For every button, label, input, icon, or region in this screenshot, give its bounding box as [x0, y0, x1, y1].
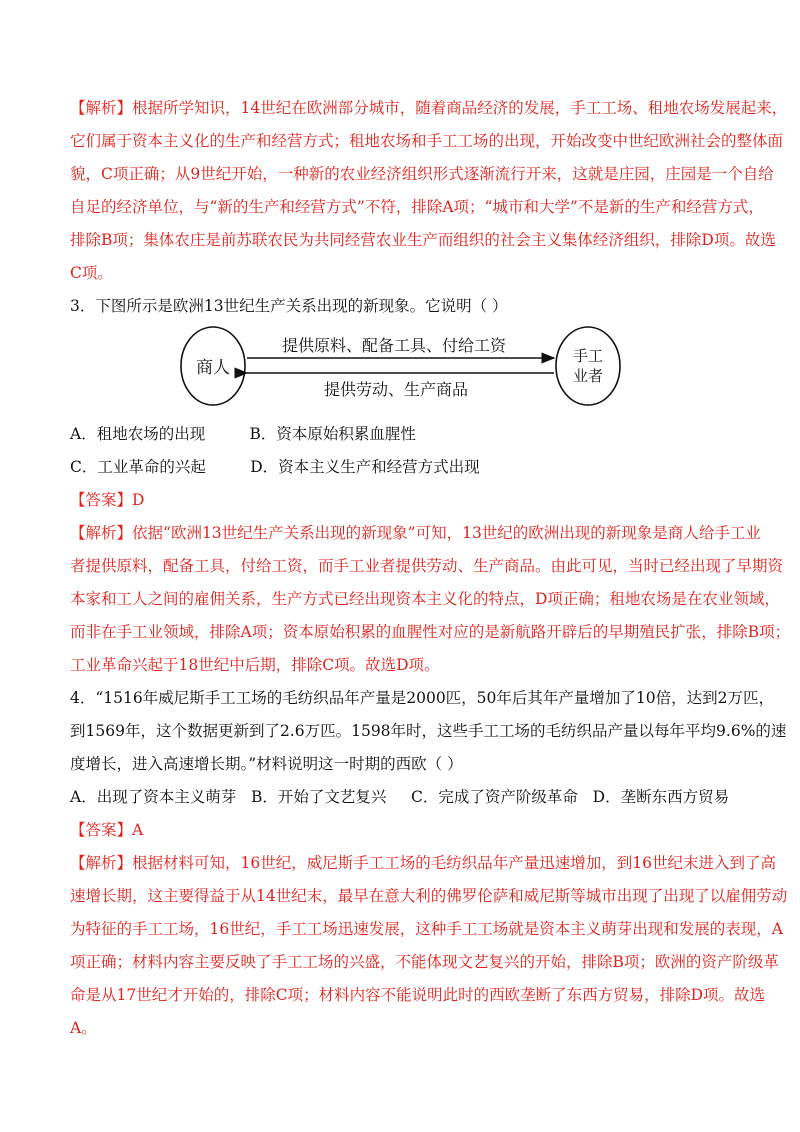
options-row: A．出现了资本主义萌芽 B．开始了文艺复兴 C．完成了资产阶级革命 D．垄断东西方贸易: [70, 788, 730, 806]
answer-value: D: [132, 491, 145, 509]
craftsman-label-line1: 手工: [572, 347, 604, 365]
question-stem: 3．下图所示是欧洲13世纪生产关系出现的新现象。它说明（ ）: [70, 297, 508, 315]
analysis-text-line: 速增长期，这主要得益于从14世纪末，最早在意大利的佛罗伦萨和威尼斯等城市出现了出现了以雇佣劳动: [70, 887, 788, 905]
question-stem-line: 度增长，进入高速增长期。”材料说明这一时期的西欧（ ）: [70, 755, 463, 773]
question-4-answer: [70, 814, 738, 847]
document-page: [70, 92, 791, 1045]
analysis-text-line: 者提供原料，配备工具，付给工资，而手工业者提供劳动、生产商品。由此可见，当时已经出现了早期资: [70, 557, 784, 575]
question-4: [70, 682, 787, 781]
question-3: [70, 290, 738, 323]
merchant-label: 商人: [196, 358, 230, 378]
relation-diagram-svg: [70, 325, 738, 425]
analysis-tag: 【解析】: [70, 854, 133, 872]
analysis-text-line: 自足的经济单位，与“新的生产和经营方式”不符，排除A项；“城市和大学”不是新的生产和经营方式，: [70, 198, 764, 216]
bottom-arrow-label: 提供劳动、生产商品: [323, 380, 469, 399]
analysis-text-line: 排除B项；集体农庄是前苏联农民为共同经营农业生产而组织的社会主义集体经济组织，排除D项。故选: [70, 231, 776, 249]
analysis-text-line: 它们属于资本主义化的生产和经营方式；租地农场和手工工场的出现，开始改变中世纪欧洲社会的整体面: [70, 132, 784, 150]
analysis-text-line: 根据所学知识，14世纪在欧洲部分城市，随着商品经济的发展，手工工场、租地农场发展起来，: [132, 99, 788, 117]
analysis-text-line: 貌，C项正确；从9世纪开始，一种新的农业经济组织形式逐渐流行开来，这就是庄园，庄园是一个自给: [70, 165, 774, 183]
analysis-text-line: 工业革命兴起于18世纪中后期，排除C项。故选D项。: [70, 656, 440, 674]
question-3-analysis: [70, 517, 791, 682]
options-row: A．租地农场的出现 B．资本原始积累血腥性: [70, 425, 416, 443]
relation-diagram: [70, 325, 738, 425]
prev-analysis: [70, 92, 788, 290]
top-arrow-label: 提供原料、配备工具、付给工资: [281, 336, 507, 355]
analysis-text-line: 为特征的手工工场，16世纪，手工工场迅速发展，这种手工工场就是资本主义萌芽出现和发展的表现，A: [70, 920, 783, 938]
analysis-text-line: A。: [70, 1019, 97, 1037]
analysis-tag: 【解析】: [70, 524, 133, 542]
analysis-text-line: 项正确；材料内容主要反映了手工工场的兴盛，不能体现文艺复兴的开始，排除B项；欧洲的资产阶级革: [70, 953, 779, 971]
question-3-options: [70, 418, 738, 484]
analysis-text-line: 根据材料可知，16世纪，威尼斯手工工场的毛纺织品年产量迅速增加，到16世纪末进入到了高: [132, 854, 776, 872]
craftsman-label-line2: 业者: [572, 367, 604, 385]
question-4-options: [70, 781, 738, 814]
options-row: C．工业革命的兴起 D．资本主义生产和经营方式出现: [70, 458, 480, 476]
answer-value: A: [132, 821, 144, 839]
craftsman-node: [556, 327, 620, 405]
analysis-text-line: 而非在手工业领域，排除A项；资本原始积累的血腥性对应的是新航路开辟后的早期殖民扩张，排除B项；: [70, 623, 791, 641]
question-3-answer: [70, 484, 738, 517]
analysis-text-line: 命是从17世纪才开始的，排除C项；材料内容不能说明此时的西欧垄断了东西方贸易，排除D项。故选: [70, 986, 766, 1004]
answer-tag: 【答案】: [70, 821, 133, 839]
analysis-text-line: 本家和工人之间的雇佣关系，生产方式已经出现资本主义化的特点，D项正确；租地农场是在农业领域，: [70, 590, 780, 608]
question-stem-line: 4．“1516年威尼斯手工工场的毛纺织品年产量是2000匹，50年后其年产量增加了10倍，达到2万匹，: [70, 689, 774, 707]
analysis-text-line: 依据“欧洲13世纪生产关系出现的新现象”可知，13世纪的欧洲出现的新现象是商人给手工业: [132, 524, 761, 542]
analysis-text-line: C项。: [70, 264, 113, 282]
question-4-analysis: [70, 847, 788, 1045]
question-stem-line: 到1569年，这个数据更新到了2.6万匹。1598年时，这些手工工场的毛纺织品产量以每年平均9.6%的速: [70, 722, 787, 740]
answer-tag: 【答案】: [70, 491, 133, 509]
analysis-tag: 【解析】: [70, 99, 133, 117]
